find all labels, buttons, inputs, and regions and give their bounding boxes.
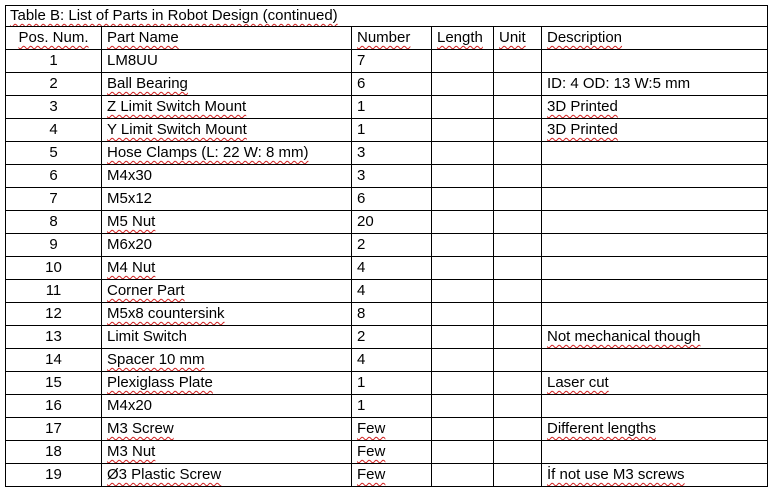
cell-description-text: Laser cut	[547, 374, 609, 391]
table-row	[6, 303, 768, 326]
cell-part-name-text: Corner Part	[107, 282, 185, 299]
cell-pos-num-text: 9	[49, 236, 58, 253]
cell-part-name-text: M5x8 countersink	[107, 305, 225, 322]
cell-number-text: 1	[357, 98, 366, 115]
cell-number-text: 6	[357, 75, 366, 92]
cell-description	[542, 303, 768, 326]
table-row	[6, 50, 768, 73]
cell-part-name-text: M4x20	[107, 397, 153, 414]
cell-pos-num	[6, 211, 102, 234]
cell-pos-num	[6, 303, 102, 326]
cell-part-name	[102, 257, 352, 280]
cell-length	[432, 50, 494, 73]
cell-unit	[494, 96, 542, 119]
cell-length	[432, 326, 494, 349]
cell-number	[352, 188, 432, 211]
table-row	[6, 96, 768, 119]
cell-pos-num	[6, 234, 102, 257]
cell-number-text: 3	[357, 167, 366, 184]
cell-number-text: 3	[357, 144, 366, 161]
cell-description	[542, 280, 768, 303]
cell-pos-num-text: 19	[45, 466, 62, 483]
cell-part-name	[102, 441, 352, 464]
cell-unit	[494, 119, 542, 142]
cell-description-text: Not mechanical though	[547, 328, 701, 345]
cell-part-name-text: M5x12	[107, 190, 153, 207]
cell-description	[542, 372, 768, 395]
cell-part-name	[102, 142, 352, 165]
column-header-pos-num: Pos. Num.	[6, 27, 102, 50]
cell-pos-num-text: 16	[45, 397, 62, 414]
cell-length	[432, 441, 494, 464]
cell-length	[432, 395, 494, 418]
cell-number	[352, 119, 432, 142]
cell-pos-num-text: 17	[45, 420, 62, 437]
cell-description	[542, 441, 768, 464]
cell-pos-num-text: 4	[49, 121, 58, 138]
cell-number	[352, 326, 432, 349]
cell-length	[432, 372, 494, 395]
cell-pos-num-text: 6	[49, 167, 58, 184]
cell-description	[542, 349, 768, 372]
cell-description-text: İf not use M3 screws	[547, 466, 685, 483]
cell-description	[542, 188, 768, 211]
cell-unit	[494, 257, 542, 280]
cell-part-name-text: Y Limit Switch Mount	[107, 121, 247, 138]
cell-part-name-text: M6x20	[107, 236, 153, 253]
cell-number	[352, 165, 432, 188]
cell-part-name	[102, 96, 352, 119]
cell-part-name	[102, 372, 352, 395]
cell-number	[352, 234, 432, 257]
cell-part-name-text: LM8UU	[107, 52, 158, 69]
cell-pos-num	[6, 188, 102, 211]
table-body	[6, 50, 768, 487]
cell-length	[432, 96, 494, 119]
cell-pos-num	[6, 280, 102, 303]
cell-unit	[494, 234, 542, 257]
column-header-description: Description	[542, 27, 768, 50]
cell-part-name	[102, 326, 352, 349]
cell-length	[432, 257, 494, 280]
cell-pos-num	[6, 441, 102, 464]
cell-number-text: 1	[357, 397, 366, 414]
cell-number	[352, 73, 432, 96]
table-row	[6, 188, 768, 211]
cell-pos-num-text: 2	[49, 75, 58, 92]
cell-number-text: 1	[357, 374, 366, 391]
cell-length	[432, 280, 494, 303]
cell-part-name	[102, 188, 352, 211]
cell-part-name-text: Hose Clamps (L: 22 W: 8 mm)	[107, 144, 309, 161]
cell-length	[432, 211, 494, 234]
cell-unit	[494, 188, 542, 211]
cell-unit	[494, 211, 542, 234]
cell-pos-num-text: 14	[45, 351, 62, 368]
cell-part-name	[102, 349, 352, 372]
cell-length	[432, 464, 494, 487]
cell-unit	[494, 73, 542, 96]
cell-number	[352, 349, 432, 372]
cell-pos-num	[6, 73, 102, 96]
cell-part-name-text: M3 Nut	[107, 443, 156, 460]
cell-pos-num	[6, 395, 102, 418]
cell-description	[542, 165, 768, 188]
cell-length	[432, 188, 494, 211]
cell-part-name	[102, 50, 352, 73]
cell-number	[352, 418, 432, 441]
cell-number-text: 8	[357, 305, 366, 322]
cell-number	[352, 280, 432, 303]
table-row	[6, 464, 768, 487]
cell-length	[432, 349, 494, 372]
cell-pos-num-text: 1	[49, 52, 58, 69]
cell-length	[432, 119, 494, 142]
cell-pos-num-text: 15	[45, 374, 62, 391]
cell-length	[432, 142, 494, 165]
table-row	[6, 395, 768, 418]
cell-unit	[494, 142, 542, 165]
cell-part-name-text: Z Limit Switch Mount	[107, 98, 247, 115]
cell-part-name	[102, 234, 352, 257]
cell-number-text: 7	[357, 52, 366, 69]
table-row	[6, 441, 768, 464]
table-row	[6, 349, 768, 372]
cell-number	[352, 257, 432, 280]
cell-part-name-text: Plexiglass Plate	[107, 374, 213, 391]
cell-unit	[494, 50, 542, 73]
cell-unit	[494, 464, 542, 487]
cell-description	[542, 464, 768, 487]
cell-pos-num	[6, 372, 102, 395]
table-row	[6, 257, 768, 280]
cell-part-name-text: Ball Bearing	[107, 75, 188, 92]
cell-unit	[494, 349, 542, 372]
cell-part-name-text: M4x30	[107, 167, 153, 184]
cell-number	[352, 395, 432, 418]
table-row	[6, 119, 768, 142]
cell-description	[542, 142, 768, 165]
table-row	[6, 165, 768, 188]
column-header-unit: Unit	[494, 27, 542, 50]
cell-number	[352, 372, 432, 395]
cell-part-name	[102, 211, 352, 234]
cell-number-text: 4	[357, 282, 366, 299]
cell-pos-num	[6, 96, 102, 119]
cell-length	[432, 234, 494, 257]
cell-part-name-text: Limit Switch	[107, 328, 188, 345]
column-header-number: Number	[352, 27, 432, 50]
cell-number	[352, 441, 432, 464]
cell-number	[352, 211, 432, 234]
column-header-part-name: Part Name	[102, 27, 352, 50]
table-caption-row	[6, 6, 768, 27]
table-header-row	[6, 27, 768, 50]
cell-length	[432, 73, 494, 96]
table-row	[6, 280, 768, 303]
table-row	[6, 142, 768, 165]
cell-part-name	[102, 165, 352, 188]
cell-pos-num-text: 10	[45, 259, 62, 276]
cell-description	[542, 50, 768, 73]
cell-pos-num	[6, 464, 102, 487]
cell-part-name	[102, 303, 352, 326]
cell-number-text: 2	[357, 236, 366, 253]
cell-pos-num	[6, 349, 102, 372]
cell-part-name	[102, 395, 352, 418]
cell-pos-num-text: 5	[49, 144, 58, 161]
cell-part-name-text: Spacer 10 mm	[107, 351, 205, 368]
cell-pos-num	[6, 142, 102, 165]
cell-part-name	[102, 280, 352, 303]
cell-description	[542, 234, 768, 257]
cell-part-name	[102, 418, 352, 441]
cell-unit	[494, 326, 542, 349]
cell-description	[542, 119, 768, 142]
cell-description-text: Different lengths	[547, 420, 656, 437]
cell-description	[542, 326, 768, 349]
cell-part-name	[102, 119, 352, 142]
cell-length	[432, 303, 494, 326]
cell-number-text: 4	[357, 351, 366, 368]
cell-unit	[494, 372, 542, 395]
cell-number-text: 4	[357, 259, 366, 276]
cell-number-text: 1	[357, 121, 366, 138]
cell-number	[352, 464, 432, 487]
cell-pos-num	[6, 50, 102, 73]
cell-description-text: 3D Printed	[547, 121, 618, 138]
cell-description	[542, 257, 768, 280]
table-row	[6, 234, 768, 257]
cell-number-text: 6	[357, 190, 366, 207]
table-row	[6, 326, 768, 349]
cell-description	[542, 73, 768, 96]
cell-unit	[494, 165, 542, 188]
cell-pos-num	[6, 418, 102, 441]
cell-part-name-text: M4 Nut	[107, 259, 156, 276]
cell-part-name-text: M5 Nut	[107, 213, 156, 230]
table-row	[6, 372, 768, 395]
cell-unit	[494, 395, 542, 418]
cell-unit	[494, 303, 542, 326]
cell-number-text: Few	[357, 466, 386, 483]
cell-description-text: 3D Printed	[547, 98, 618, 115]
cell-pos-num-text: 3	[49, 98, 58, 115]
cell-number-text: Few	[357, 443, 386, 460]
parts-table	[5, 5, 768, 487]
cell-number	[352, 142, 432, 165]
cell-number-text: Few	[357, 420, 386, 437]
cell-unit	[494, 418, 542, 441]
column-header-length: Length	[432, 27, 494, 50]
cell-pos-num-text: 11	[45, 282, 62, 299]
cell-pos-num-text: 13	[45, 328, 62, 345]
cell-pos-num	[6, 257, 102, 280]
table-row	[6, 418, 768, 441]
cell-number-text: 20	[357, 213, 374, 230]
cell-description-text: ID: 4 OD: 13 W:5 mm	[547, 75, 691, 92]
cell-unit	[494, 280, 542, 303]
cell-number	[352, 303, 432, 326]
cell-description	[542, 418, 768, 441]
cell-number	[352, 96, 432, 119]
table-row	[6, 211, 768, 234]
cell-pos-num	[6, 326, 102, 349]
cell-length	[432, 418, 494, 441]
cell-description	[542, 395, 768, 418]
cell-description	[542, 211, 768, 234]
cell-part-name-text: M3 Screw	[107, 420, 174, 437]
cell-part-name	[102, 73, 352, 96]
cell-pos-num-text: 18	[45, 443, 62, 460]
cell-pos-num-text: 7	[49, 190, 58, 207]
cell-unit	[494, 441, 542, 464]
cell-pos-num-text: 8	[49, 213, 58, 230]
cell-length	[432, 165, 494, 188]
cell-part-name-text: Ø3 Plastic Screw	[107, 466, 222, 483]
table-caption: Table B: List of Parts in Robot Design (continued)	[6, 6, 768, 27]
cell-part-name	[102, 464, 352, 487]
document-page	[5, 5, 767, 487]
cell-pos-num-text: 12	[45, 305, 62, 322]
table-row	[6, 73, 768, 96]
cell-pos-num	[6, 119, 102, 142]
cell-number	[352, 50, 432, 73]
cell-description	[542, 96, 768, 119]
cell-number-text: 2	[357, 328, 366, 345]
cell-pos-num	[6, 165, 102, 188]
